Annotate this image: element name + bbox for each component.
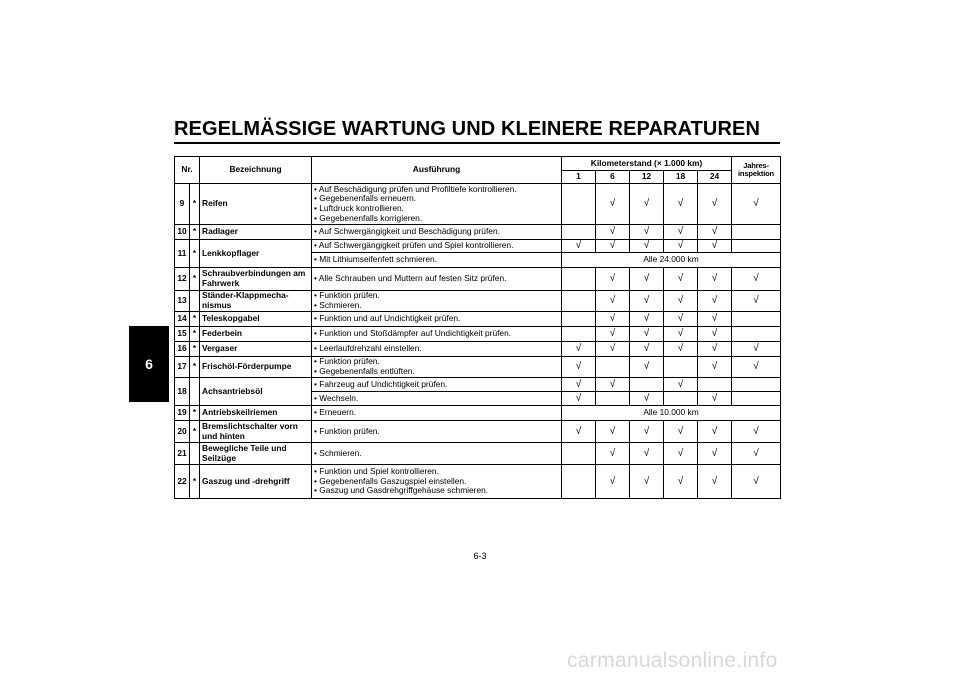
interval-check-mark: [562, 327, 596, 342]
interval-check-mark: √: [596, 184, 630, 225]
item-number: 14: [175, 312, 190, 327]
item-name: Bremslichtschalter vorn und hinten: [200, 421, 312, 443]
item-asterisk: *: [190, 327, 200, 342]
table-row: [175, 291, 781, 312]
page-number: 6-3: [473, 551, 487, 561]
item-name: Bewegliche Teile und Seilzüge: [200, 443, 312, 465]
interval-check-mark: √: [732, 443, 781, 465]
item-name: Lenkkopflager: [200, 240, 312, 268]
interval-check-mark: [562, 443, 596, 465]
interval-check-mark: [562, 291, 596, 312]
task-cell: [312, 253, 562, 268]
task-line: • Funktion prüfen.: [314, 425, 380, 436]
table-row: [175, 378, 781, 392]
item-asterisk: *: [190, 268, 200, 291]
interval-check-mark: √: [732, 184, 781, 225]
interval-check-mark: √: [596, 268, 630, 291]
task-cell: [312, 268, 562, 291]
task-line: • Gegebenenfalls erneuern.: [314, 193, 417, 204]
item-number: 11: [175, 240, 190, 268]
header-kilometerstand: Kilometerstand (× 1.000 km): [562, 157, 732, 171]
item-name: Antriebskeilriemen: [200, 406, 312, 421]
item-number: 12: [175, 268, 190, 291]
interval-check-mark: √: [732, 268, 781, 291]
interval-check-mark: √: [630, 327, 664, 342]
interval-check-mark: [732, 312, 781, 327]
interval-check-mark: √: [664, 184, 698, 225]
header-jahres: Jahres-: [743, 160, 769, 170]
interval-check-mark: √: [698, 465, 732, 499]
task-line: • Funktion prüfen.: [314, 290, 380, 301]
table-row: [175, 342, 781, 357]
item-name: Frischöl-Förderpumpe: [200, 357, 312, 378]
maintenance-table: [174, 156, 781, 499]
task-line: • Funktion und Spiel kontrollieren.: [314, 466, 439, 477]
interval-check-mark: √: [664, 291, 698, 312]
header-bezeichnung: Bezeichnung: [200, 157, 312, 184]
table-row: [175, 357, 781, 378]
page-title: REGELMÄSSIGE WARTUNG UND KLEINERE REPARATUREN: [174, 118, 761, 140]
task-line: • Schmieren.: [314, 300, 362, 310]
table-row: [175, 327, 781, 342]
task-cell: [312, 443, 562, 465]
task-line: • Schmieren.: [314, 447, 362, 458]
interval-check-mark: [562, 312, 596, 327]
interval-check-mark: √: [562, 342, 596, 357]
interval-check-mark: √: [596, 240, 630, 253]
table-row: [175, 406, 781, 421]
interval-check-mark: √: [664, 327, 698, 342]
watermark: carmanualsonline.info: [567, 649, 778, 672]
item-asterisk: *: [190, 225, 200, 240]
interval-check-mark: √: [664, 240, 698, 253]
task-cell: [312, 184, 562, 225]
item-number: 18: [175, 378, 190, 406]
task-cell: [312, 342, 562, 357]
item-number: 21: [175, 443, 190, 465]
interval-check-mark: √: [562, 357, 596, 378]
interval-check-mark: [596, 357, 630, 378]
interval-check-mark: √: [630, 357, 664, 378]
interval-check-mark: [732, 225, 781, 240]
task-line: • Alle Schrauben und Muttern auf festen Sitz prüfen.: [314, 273, 507, 284]
task-cell: [312, 392, 562, 406]
interval-check-mark: [562, 184, 596, 225]
item-name: Gaszug und -drehgriff: [200, 465, 312, 499]
header-ausfuehrung: Ausführung: [312, 157, 562, 184]
interval-check-mark: √: [630, 465, 664, 499]
interval-check-mark: √: [562, 421, 596, 443]
interval-check-mark: √: [562, 392, 596, 406]
item-asterisk: *: [190, 312, 200, 327]
interval-check-mark: √: [732, 357, 781, 378]
table-row: [175, 443, 781, 465]
interval-check-mark: √: [664, 421, 698, 443]
item-number: 20: [175, 421, 190, 443]
interval-check-mark: √: [630, 312, 664, 327]
task-line: • Funktion und Stoßdämpfer auf Undichtigkeit prüfen.: [314, 328, 512, 339]
interval-check-mark: √: [596, 465, 630, 499]
interval-check-mark: [562, 225, 596, 240]
header-km-1: 1: [562, 171, 596, 184]
interval-check-mark: [562, 465, 596, 499]
item-asterisk: *: [190, 184, 200, 225]
header-km-18: 18: [664, 171, 698, 184]
table-row: [175, 268, 781, 291]
interval-check-mark: √: [698, 240, 732, 253]
interval-check-mark: [732, 240, 781, 253]
table-row: [175, 184, 781, 225]
interval-check-mark: √: [596, 421, 630, 443]
interval-check-mark: √: [664, 443, 698, 465]
task-line: • Luftdruck kontrollieren.: [314, 203, 404, 213]
task-cell: [312, 225, 562, 240]
task-line: • Gegebenenfalls entlüften.: [314, 366, 415, 376]
task-cell: [312, 465, 562, 499]
interval-check-mark: √: [698, 225, 732, 240]
item-asterisk: *: [190, 421, 200, 443]
interval-check-mark: √: [562, 240, 596, 253]
item-name: Vergaser: [200, 342, 312, 357]
item-asterisk: *: [190, 406, 200, 421]
interval-check-mark: √: [698, 291, 732, 312]
item-name: Teleskopgabel: [200, 312, 312, 327]
table-row: [175, 421, 781, 443]
task-cell: [312, 240, 562, 253]
interval-check-mark: √: [664, 268, 698, 291]
interval-check-mark: [664, 357, 698, 378]
item-number: 16: [175, 342, 190, 357]
task-line: • Erneuern.: [314, 407, 357, 418]
table-row: [175, 465, 781, 499]
header-km-24: 24: [698, 171, 732, 184]
interval-check-mark: √: [630, 291, 664, 312]
interval-check-mark: √: [664, 465, 698, 499]
header-km-12: 12: [630, 171, 664, 184]
task-cell: [312, 312, 562, 327]
item-number: 15: [175, 327, 190, 342]
table-body: [175, 184, 781, 499]
item-number: 17: [175, 357, 190, 378]
task-cell: [312, 378, 562, 392]
item-number: 9: [175, 184, 190, 225]
interval-check-mark: √: [562, 378, 596, 392]
interval-check-mark: √: [698, 357, 732, 378]
interval-check-mark: √: [630, 268, 664, 291]
interval-note: Alle 10.000 km: [562, 406, 781, 421]
task-line: • Fahrzeug auf Undichtigkeit prüfen.: [314, 378, 448, 389]
interval-check-mark: √: [664, 225, 698, 240]
interval-check-mark: [732, 327, 781, 342]
item-asterisk: *: [190, 240, 200, 268]
task-line: • Wechseln.: [314, 392, 359, 403]
interval-check-mark: [664, 392, 698, 406]
interval-check-mark: [562, 268, 596, 291]
task-cell: [312, 406, 562, 421]
interval-check-mark: √: [630, 184, 664, 225]
task-line: • Gegebenenfalls korrigieren.: [314, 212, 423, 223]
task-line: • Funktion und auf Undichtigkeit prüfen.: [314, 313, 461, 324]
interval-check-mark: √: [596, 378, 630, 392]
item-asterisk: [190, 443, 200, 465]
task-line: • Gegebenenfalls Gaszugspiel einstellen.: [314, 475, 467, 486]
interval-check-mark: √: [698, 312, 732, 327]
interval-check-mark: √: [698, 184, 732, 225]
task-line: • Mit Lithiumseifenfett schmieren.: [314, 254, 438, 265]
interval-check-mark: √: [630, 225, 664, 240]
interval-check-mark: √: [596, 342, 630, 357]
task-cell: [312, 357, 562, 378]
header-jahresinspektion: [732, 157, 781, 184]
task-cell: [312, 291, 562, 312]
task-line: • Auf Beschädigung prüfen und Profiltiefe kontrollieren.: [314, 183, 517, 194]
interval-check-mark: √: [596, 291, 630, 312]
interval-check-mark: √: [596, 327, 630, 342]
item-name: Federbein: [200, 327, 312, 342]
item-asterisk: *: [190, 465, 200, 499]
item-name: Schraubverbindungen am Fahrwerk: [200, 268, 312, 291]
task-line: • Auf Schwergängigkeit und Beschädigung prüfen.: [314, 226, 500, 237]
interval-check-mark: √: [596, 225, 630, 240]
chapter-tab: 6: [129, 326, 169, 402]
item-number: 22: [175, 465, 190, 499]
interval-check-mark: [732, 392, 781, 406]
interval-check-mark: √: [664, 378, 698, 392]
interval-check-mark: [698, 378, 732, 392]
interval-check-mark: √: [732, 465, 781, 499]
task-line: • Funktion prüfen.: [314, 356, 380, 367]
interval-check-mark: √: [630, 240, 664, 253]
task-cell: [312, 421, 562, 443]
interval-check-mark: [732, 378, 781, 392]
task-line: • Auf Schwergängigkeit prüfen und Spiel kontrollieren.: [314, 240, 514, 251]
task-line: • Gaszug und Gasdrehgriffgehäuse schmieren.: [314, 485, 489, 496]
item-asterisk: [190, 291, 200, 312]
header-nr: Nr.: [175, 157, 200, 184]
interval-check-mark: √: [630, 342, 664, 357]
interval-check-mark: [630, 378, 664, 392]
interval-check-mark: √: [664, 342, 698, 357]
item-name: Achsantriebsöl: [200, 378, 312, 406]
interval-check-mark: √: [630, 392, 664, 406]
item-name: Reifen: [200, 184, 312, 225]
table-row: [175, 240, 781, 253]
interval-check-mark: √: [698, 268, 732, 291]
interval-check-mark: √: [664, 312, 698, 327]
item-number: 13: [175, 291, 190, 312]
item-asterisk: *: [190, 357, 200, 378]
item-name: Ständer-Klappmecha-nismus: [200, 291, 312, 312]
interval-check-mark: √: [698, 421, 732, 443]
interval-check-mark: √: [630, 443, 664, 465]
item-asterisk: *: [190, 342, 200, 357]
item-name: Radlager: [200, 225, 312, 240]
interval-check-mark: √: [698, 443, 732, 465]
table-row: [175, 225, 781, 240]
item-number: 19: [175, 406, 190, 421]
item-number: 10: [175, 225, 190, 240]
interval-check-mark: √: [732, 291, 781, 312]
item-asterisk: [190, 378, 200, 406]
interval-check-mark: [596, 392, 630, 406]
interval-check-mark: √: [732, 342, 781, 357]
interval-note: Alle 24.000 km: [562, 253, 781, 268]
interval-check-mark: √: [596, 312, 630, 327]
header-km-6: 6: [596, 171, 630, 184]
task-line: • Leerlaufdrehzahl einstellen.: [314, 343, 422, 354]
interval-check-mark: √: [732, 421, 781, 443]
interval-check-mark: √: [698, 392, 732, 406]
title-rule: [174, 142, 780, 144]
task-cell: [312, 327, 562, 342]
interval-check-mark: √: [698, 342, 732, 357]
header-inspektion: inspektion: [738, 169, 774, 178]
interval-check-mark: √: [596, 443, 630, 465]
interval-check-mark: √: [630, 421, 664, 443]
table-row: [175, 312, 781, 327]
interval-check-mark: √: [698, 327, 732, 342]
